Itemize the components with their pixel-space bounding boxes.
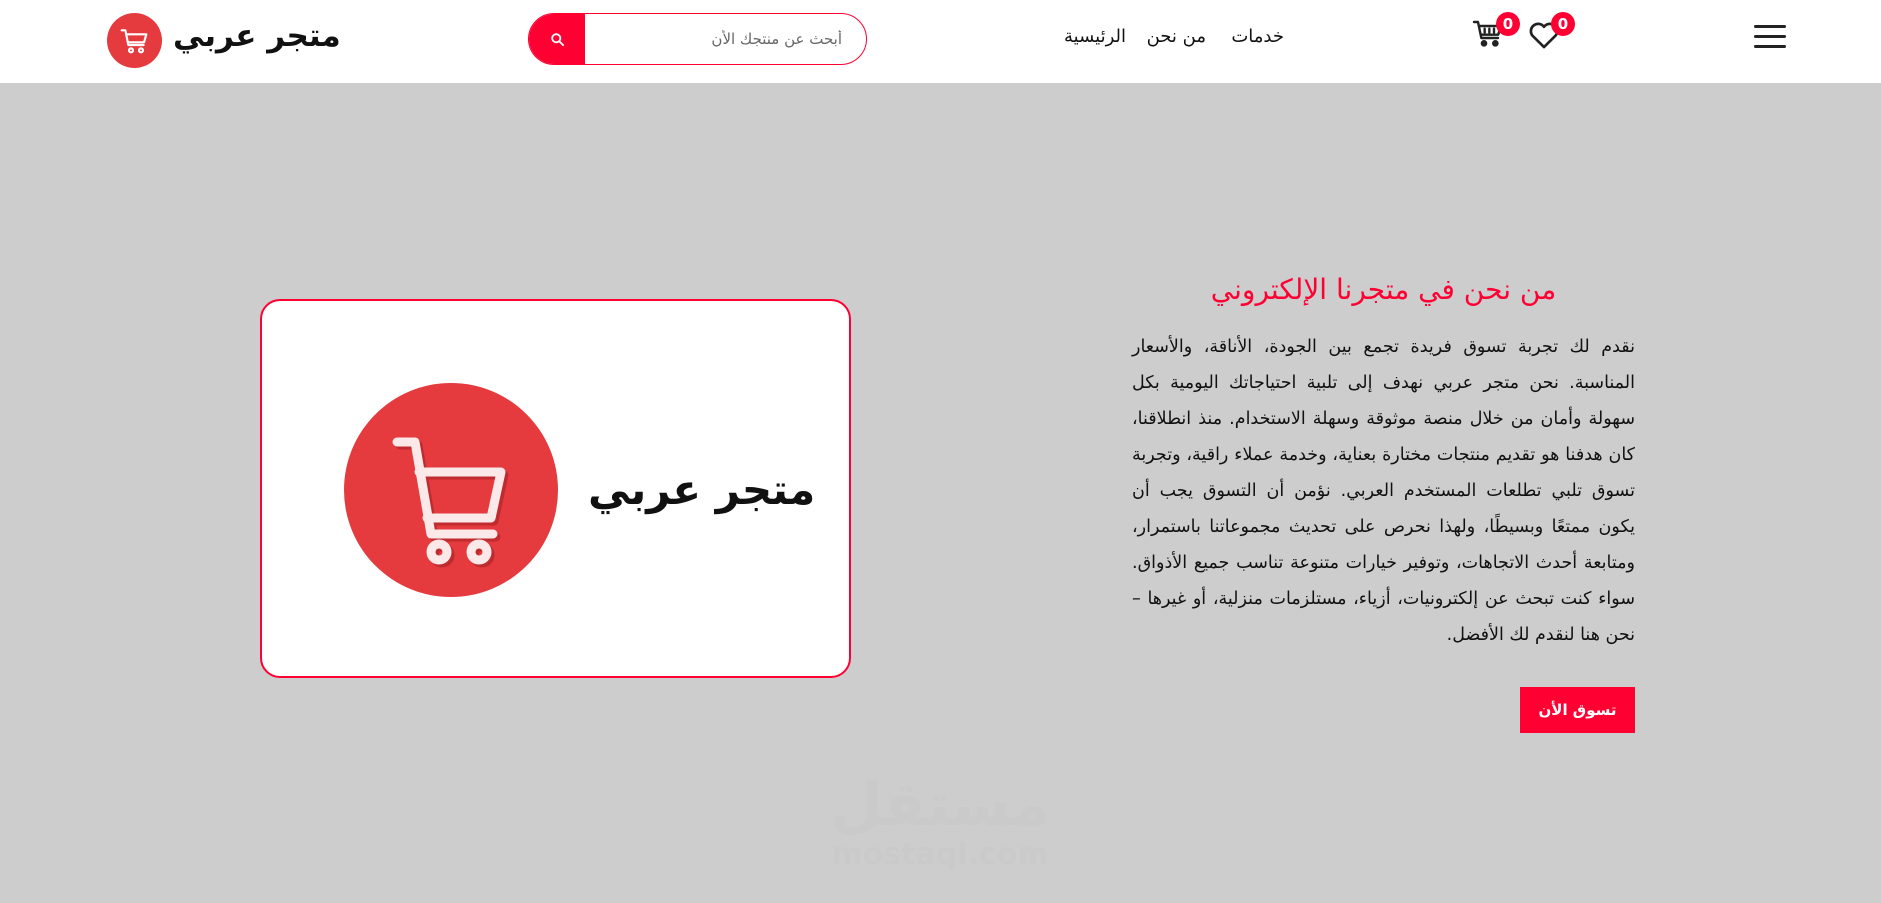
search-icon bbox=[550, 32, 565, 47]
mostaql-watermark bbox=[810, 770, 1070, 870]
about-paragraph: نقدم لك تجربة تسوق فريدة تجمع بين الجودة، الأناقة، والأسعار المناسبة. نحن متجر عربي نهدف إلى تلبية احتياجاتك اليومية بكل سهولة وأمان من خلال منصة موثوقة وسهلة الاستخدام. منذ انطلاقنا، كان هدفنا هو تقديم منتجات مختارة بعناية، وخدمة عملاء راقية، وتجربة تسوق تلبي تطلعات المستخدم العربي. نؤمن أن التسوق يجب أن يكون ممتعًا وبسيطًا، ولهذا نحرص على تحديث مجموعاتنا باستمرار، ومتابعة أحدث الاتجاهات، وتوفير خيارات متنوعة تناسب جميع الأذواق. سواء كنت تبحث عن إلكترونيات، أزياء، مستلزمات منزلية، أو غيرها – نحن هنا لنقدم لك الأفضل. bbox=[1132, 337, 1635, 645]
nav-link-about[interactable]: من نحن bbox=[1146, 26, 1206, 47]
brand-logo bbox=[107, 13, 162, 68]
about-text-block bbox=[1132, 265, 1635, 653]
site-header bbox=[0, 0, 1881, 83]
shop-now-button[interactable]: تسوق الأن bbox=[1520, 687, 1635, 733]
about-title: من نحن في متجرنا الإلكتروني bbox=[1210, 273, 1557, 306]
logo-card bbox=[260, 299, 851, 678]
logo-card-name: متجر عربي bbox=[588, 465, 816, 514]
watermark-latin: mostaql.com bbox=[831, 837, 1049, 872]
shopping-cart-icon bbox=[391, 400, 511, 580]
hamburger-menu-button[interactable] bbox=[1754, 21, 1786, 53]
wishlist-count-badge: 0 bbox=[1551, 12, 1575, 36]
watermark-arabic: مستقل bbox=[830, 770, 1050, 840]
cart-count-badge: 0 bbox=[1496, 12, 1520, 36]
hamburger-menu-icon bbox=[1754, 25, 1786, 28]
search-bar bbox=[528, 13, 867, 65]
cart-button[interactable] bbox=[1472, 15, 1514, 52]
brand-home-link[interactable] bbox=[107, 12, 347, 68]
brand-name: متجر عربي bbox=[173, 18, 341, 54]
nav-link-services[interactable]: خدمات bbox=[1231, 26, 1284, 47]
search-button[interactable] bbox=[529, 14, 585, 64]
hamburger-line bbox=[1754, 35, 1786, 38]
search-input[interactable] bbox=[585, 14, 866, 64]
nav-link-home[interactable]: الرئيسية bbox=[1064, 26, 1126, 47]
logo-circle bbox=[344, 383, 558, 597]
hamburger-line bbox=[1754, 45, 1786, 48]
shopping-cart-icon bbox=[119, 25, 151, 57]
wishlist-button[interactable] bbox=[1527, 15, 1569, 52]
